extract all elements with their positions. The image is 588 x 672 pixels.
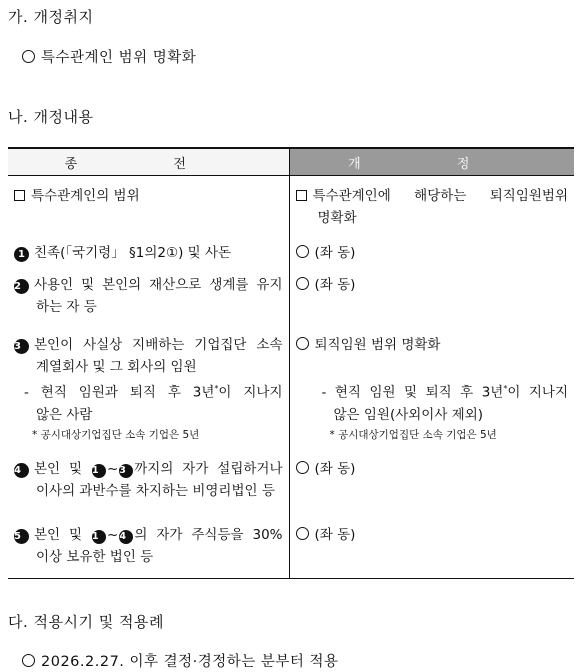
square-bullet-icon (296, 190, 307, 201)
header-new: 개 정 (289, 148, 574, 176)
number-4-icon: 4 (119, 530, 133, 544)
circle-bullet-icon (22, 50, 35, 63)
table-row: 1 친족(「국기령」 §1의2①) 및 사돈 (좌 동) (8, 234, 574, 268)
number-2-icon: 2 (14, 279, 29, 294)
number-1-icon: 1 (92, 464, 106, 478)
number-1-icon: 1 (92, 530, 106, 544)
number-3-icon: 3 (119, 464, 133, 478)
table-row: 2 사용인 및 본인의 재산으로 생계를 유지 하는 자 등 (좌 동) (8, 268, 574, 326)
square-bullet-icon (14, 190, 25, 201)
circle-bullet-icon (296, 461, 309, 474)
header-old: 종 전 (8, 148, 289, 176)
section-ga-title: 가. 개정취지 (8, 8, 94, 26)
circle-bullet-icon (296, 337, 309, 350)
table-row: 특수관계인의 범위 특수관계인에 해당하는 퇴직임원범위 명확화 (8, 176, 574, 235)
section-na-title: 나. 개정내용 (8, 108, 94, 126)
number-3-icon: 3 (14, 339, 29, 354)
footnote: * 공시대상기업집단 소속 기업은 5년 (329, 428, 497, 441)
number-1-icon: 1 (14, 247, 29, 262)
circle-bullet-icon (296, 277, 309, 290)
number-5-icon: 5 (14, 529, 29, 544)
section-da-title: 다. 적용시기 및 적용례 (8, 613, 164, 631)
circle-bullet-icon (296, 527, 309, 540)
table-row: 3 본인이 사실상 지배하는 기업집단 소속 계열회사 및 그 회사의 임원 - 현직 임원과 퇴직 후 3년*이 지나지 않은 사람 * 공시대상기업집단 소속 기업은 5년 퇴직임원 범위 명확화 - 현직 임원 및 퇴직 후 3년*이 지나지 않은 임원(사외이사 제외) * 공시대상기업집단 소속 기업은 5년 (8, 326, 574, 450)
section-da-item: 2026.2.27. 이후 결정·경정하는 분부터 적용 (22, 650, 339, 671)
comparison-table (8, 147, 574, 579)
footnote: * 공시대상기업집단 소속 기업은 5년 (32, 428, 200, 441)
number-4-icon: 4 (14, 463, 29, 478)
table-row: 4 본인 및 1 ~3 까지의 자가 설립하거나 이사의 과반수를 차지하는 비영리법인 등 (좌 동) (8, 450, 574, 510)
circle-bullet-icon (296, 245, 309, 258)
table-row: 5 본인 및 1 ~4 의 자가 주식등을 30% 이상 보유한 법인 등 (좌 동) (8, 510, 574, 579)
section-ga-item: 특수관계인 범위 명확화 (22, 46, 196, 67)
circle-bullet-icon (22, 654, 35, 667)
